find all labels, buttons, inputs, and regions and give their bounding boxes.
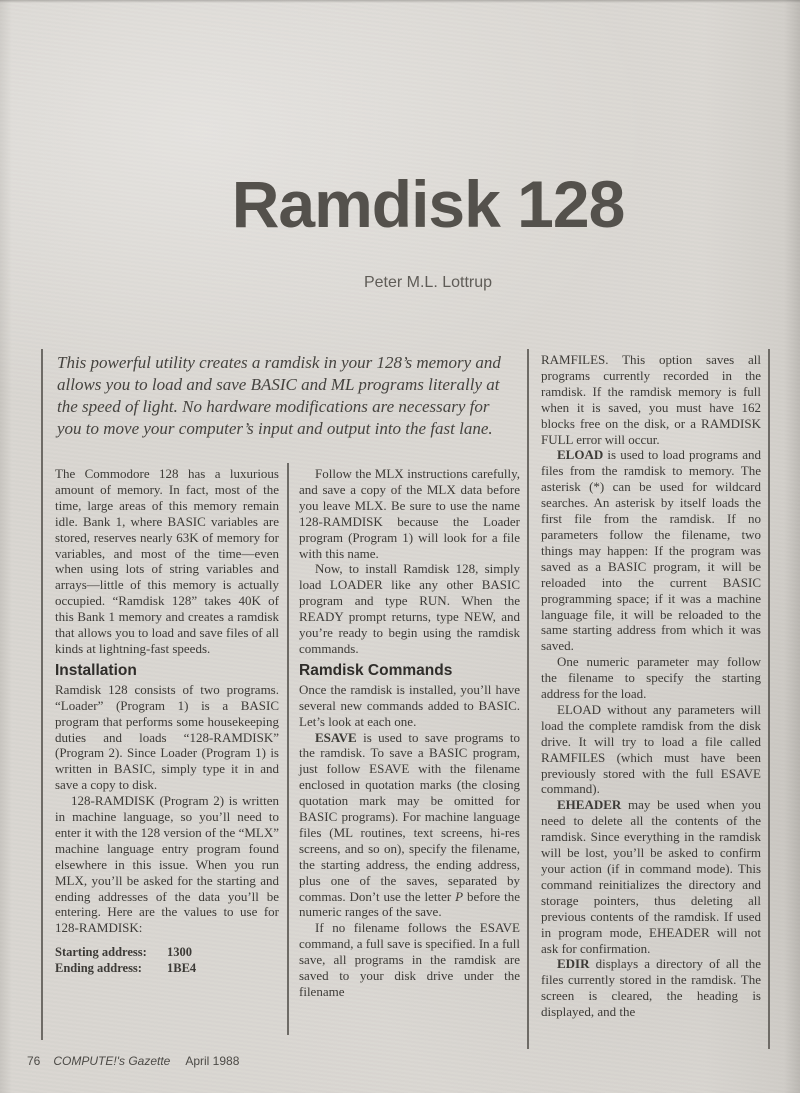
command-name: EDIR xyxy=(557,956,590,972)
body-text: before the numeric ranges of the save. xyxy=(299,888,520,920)
paragraph xyxy=(299,466,520,561)
body-text: may be used when you need to delete all the contents of the ramdisk. Since everything in the ramdisk will be lost, you’ll be asked to confirm your action (if in command mode). This command reinitializes the directory and storage pointers, thus deleting all previous contents of the ramdisk. If used in program mode, EHEADER will not ask for confirmation. xyxy=(541,797,761,956)
body-text: ELOAD without any parameters will load the complete ramdisk from the disk drive. It will try to load a file called RAMFILES (which must have been previously stored with the full ESAVE command). xyxy=(541,701,761,797)
paragraph xyxy=(541,702,761,797)
article-title: Ramdisk 128 xyxy=(231,167,625,241)
command-name: EHEADER xyxy=(557,797,622,813)
body-text: is used to load programs and files from the ramdisk to memory. The asterisk (*) can be used for wildcard searches. An asterisk by itself loads the first file from the ramdisk. If no parameters follow the filename, two things may happen: If the program was saved as a BASIC program, it will be reloaded into the current BASIC programming space; if it was a machine language file, it will be reloaded to the same starting address from which it was saved. xyxy=(541,447,761,654)
paragraph xyxy=(541,352,761,447)
text-column-2 xyxy=(299,466,520,1000)
page-footer xyxy=(27,1054,239,1068)
right-column-rule xyxy=(768,349,770,1049)
body-text: One numeric parameter may follow the filename to specify the starting address for the load. xyxy=(541,654,761,702)
paragraph xyxy=(541,797,761,956)
body-text: The Commodore 128 has a luxurious amount of memory. In fact, most of the time, large areas of this memory remain idle. Bank 1, where BASIC variables are stored, reserves nearly 63K of memory for variables, and most of the time—even when using lots of string variables and arrays—little of this memory is actually occupied. “Ramdisk 128” takes 40K of this Bank 1 memory and creates a ramdisk that allows you to load and save files of all kinds at lightning-fast speeds. xyxy=(55,466,279,656)
paragraph xyxy=(55,793,279,936)
body-text: Once the ramdisk is installed, you’ll have several new commands added to BASIC. Let’s look at each one. xyxy=(299,681,520,729)
body-text: RAMFILES. This option saves all programs currently recorded in the ramdisk. If the ramdisk memory is full when it is saved, you must have 162 blocks free on the disk, or a RAMDISK FULL error will occur. xyxy=(541,352,761,447)
left-column-rule xyxy=(41,349,43,1040)
address-values xyxy=(55,944,279,976)
column-divider-2 xyxy=(527,349,529,1049)
paragraph xyxy=(299,920,520,1000)
address-label: Starting address: xyxy=(55,945,147,960)
paragraph xyxy=(55,682,279,793)
paragraph xyxy=(299,730,520,921)
address-value: 1300 xyxy=(167,945,192,960)
command-name: ESAVE xyxy=(315,729,357,745)
body-text: Ramdisk 128 consists of two programs. “Loader” (Program 1) is a BASIC program that performs some housekeeping duties and loads “128-RAMDISK” (Program 2). Since Loader (Program 1) is written in BASIC, simply type it in and save a copy to disk. xyxy=(55,681,279,793)
address-label: Ending address: xyxy=(55,961,142,976)
body-text: Now, to install Ramdisk 128, simply load LOADER like any other BASIC program and type RUN. When the READY prompt returns, type NEW, and you’re ready to begin using the ramdisk commands. xyxy=(299,561,520,656)
article-lede: This powerful utility creates a ramdisk in your 128’s memory and allows you to load and save BASIC and ML programs literally at the speed of light. No hardware modifications are necessary for you to move your computer’s input and output into the fast lane. xyxy=(57,353,501,438)
section-heading: Installation xyxy=(55,661,137,679)
body-text: displays a directory of all the files currently stored in the ramdisk. The screen is cleared, the heading is displayed, and the xyxy=(541,956,761,1020)
page-number: 76 xyxy=(27,1054,41,1068)
paragraph xyxy=(541,447,761,654)
paragraph xyxy=(541,654,761,702)
address-row xyxy=(55,960,279,976)
body-text: If no filename follows the ESAVE command, a full save is specified. In a full save, all programs in the ramdisk are saved to your disk drive under the filename xyxy=(299,920,520,999)
paragraph xyxy=(299,682,520,730)
address-row xyxy=(55,944,279,960)
section-heading: Ramdisk Commands xyxy=(299,661,453,679)
issue-date: April 1988 xyxy=(185,1054,240,1068)
address-value: 1BE4 xyxy=(167,961,197,976)
text-column-1 xyxy=(55,466,279,976)
paragraph xyxy=(299,561,520,656)
paragraph xyxy=(541,956,761,1020)
paragraph xyxy=(55,466,279,657)
body-text: 128-RAMDISK (Program 2) is written in machine language, so you’ll need to enter it with the 128 version of the “MLX” machine language entry program found elsewhere in this issue. When you run MLX, you’ll be asked for the starting and ending addresses of the data you’ll be entering. Here are the values to use for 128-RAMDISK: xyxy=(55,793,279,936)
article-byline: Peter M.L. Lottrup xyxy=(363,274,493,291)
magazine-name: COMPUTE!'s Gazette xyxy=(53,1054,171,1068)
command-name: ELOAD xyxy=(557,447,604,463)
body-text: Follow the MLX instructions carefully, and save a copy of the MLX data before you leave MLX. Be sure to use the name 128-RAMDISK because the Loader program (Program 1) will look for a file with this name. xyxy=(299,466,520,561)
italic-text: P xyxy=(455,888,464,904)
text-column-3 xyxy=(541,352,761,1020)
column-divider-1 xyxy=(287,463,289,1035)
body-text: is used to save programs to the ramdisk. To save a BASIC program, just follow ESAVE with the filename enclosed in quotation marks (the closing quotation mark may be omitted for BASIC programs). For machine language files (ML routines, text screens, hi-res screens, and so on), specify the filename, the starting address, the ending address, plus one of the saves, separated by commas. Don’t use the letter xyxy=(299,729,520,904)
